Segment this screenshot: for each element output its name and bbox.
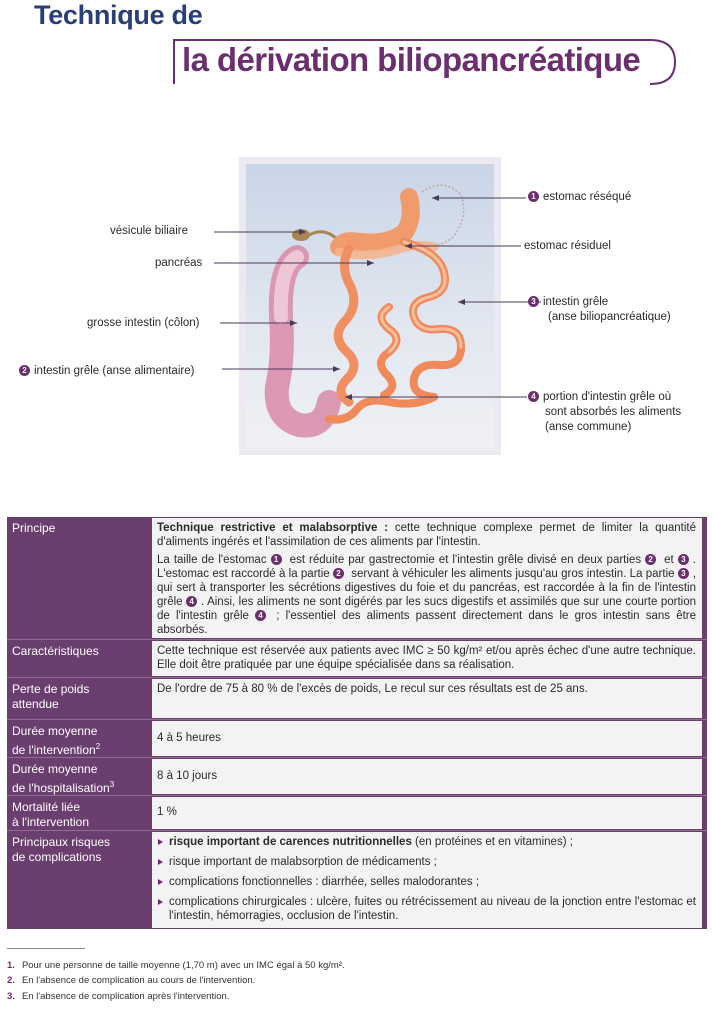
number-badge-3: 3 [528,296,539,307]
list-item: risque important de malabsorption de médicaments ; [157,855,696,869]
table-row-perte-poids [7,678,707,718]
row-cell-duree-intervention: 4 à 5 heures [152,721,702,756]
row-cell-perte-poids: De l'ordre de 75 à 80 % de l'excès de poids, Le recul sur ces résultats est de 25 ans. [152,679,702,718]
table-row-caracteristiques [7,640,707,676]
label-estomac-residuel: estomac résiduel [524,240,611,252]
footnote-3: 3. En l'absence de complication après l'intervention. [7,991,230,1002]
table-row-duree-hospitalisation [7,758,707,794]
row-label-caracteristiques: Caractéristiques [12,644,99,658]
row-cell-duree-hospitalisation: 8 à 10 jours [152,759,702,794]
list-item: risque important de carences nutritionnelles (en protéines et en vitamines) ; [157,835,696,849]
table-row-mortalite [7,796,707,829]
row-cell-risques [152,832,702,928]
number-badge-1: 1 [528,191,539,202]
row-label-mortalite: Mortalité liée à l'intervention [12,800,90,829]
label-estomac-reseque: 1 estomac réséqué [528,190,631,205]
row-cell-mortalite: 1 % [152,797,702,829]
label-anse-alimentaire: 2 intestin grêle (anse alimentaire) [19,364,194,379]
table-row-risques [7,831,707,929]
footnote-2: 2. En l'absence de complication au cours de l'intervention. [7,975,256,986]
risques-list [157,835,696,923]
row-label-duree-intervention: Durée moyenne de l'intervention$^2$ [12,724,101,757]
footnote-1: 1. Pour une personne de taille moyenne (1,70 m) avec un IMC égal à 50 kg/m². [7,960,345,971]
row-label-risques: Principaux risques de complications [12,835,111,864]
label-gros-intestin: grosse intestin (côlon) [87,317,200,329]
row-label-principe: Principe [12,521,56,535]
label-vesicule-biliaire: vésicule biliaire [110,225,188,237]
label-anse-commune: 4 portion d'intestin grêle où sont absorbés les aliments (anse commune) [528,390,681,435]
footnote-divider [7,948,85,949]
table-row-duree-intervention [7,720,707,756]
table-row-principe [7,517,707,638]
info-table [7,517,707,929]
page-title-line1: Technique de [34,0,203,30]
row-cell-caracteristiques: Cette technique est réservée aux patients avec IMC ≥ 50 kg/m² et/ou après échec d'une autre technique. Elle doit être pratiquée par une équipe spécialisée dans sa réalisation. [152,641,702,676]
row-label-duree-hospitalisation: Durée moyenne de l'hospitalisation$^3$ [12,762,115,795]
list-item: complications fonctionnelles : diarrhée, selles malodorantes ; [157,875,696,889]
principe-paragraph-1: Technique restrictive et malabsorptive : cette technique complexe permet de limiter la quantité d'aliments ingérés et l'assimilation de ces aliments par l'intestin. [157,522,696,548]
number-badge-4: 4 [528,391,539,402]
row-label-perte-poids: Perte de poids attendue [12,682,90,711]
list-item: complications chirurgicales : ulcère, fuites ou rétrécissement au niveau de la jonction entre l'estomac et l'intestin, hémorragies, occlusion de l'intestin. [157,895,696,923]
page-title-line2: la dérivation biliopancréatique [182,41,641,78]
principe-paragraph-2: La taille de l'estomac 1 est réduite par gastrectomie et l'intestin grêle divisé en deux parties 2 et 3 . L'estomac est raccordé à la partie 2 servant à véhiculer les aliments jusqu'au gros intestin. La partie 3 , qui sert à transporter les sécrétions digestives du foie et du pancréas, est raccordée à la fin de l'intestin grêle 4 . Ainsi, les aliments ne sont digérés par les sucs digestifs et assimilés que sur une courte portion de l'intestin grêle 4 ; l'essentiel des aliments passent directement dans le gros intestin sans être absorbés. [157,554,697,636]
row-cell-principe [152,518,702,638]
label-pancreas: pancréas [155,257,203,269]
label-anse-biliopancreatique: 3 intestin grêle (anse biliopancréatique) [528,295,671,325]
number-badge-2: 2 [19,365,30,376]
